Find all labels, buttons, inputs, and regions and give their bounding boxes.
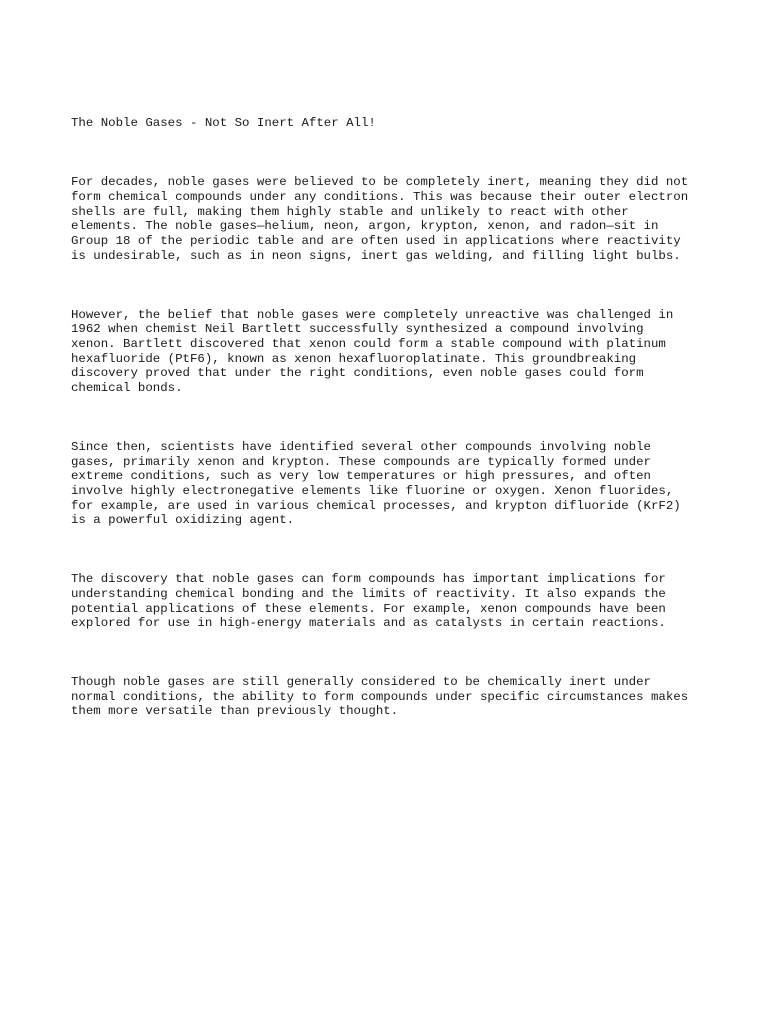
paragraph-3: Since then, scientists have identified several other compounds involving noble gases, primarily xenon and krypton. These compounds are typically formed under extreme conditions, such as very low temperatures or high pressures, and often involve highly electronegative elements like fluorine or oxygen. Xenon fluorides, for example, are used in various chemical processes, and krypton difluoride (KrF2) is a powerful oxidizing agent.	[71, 439, 681, 528]
paragraph-1: For decades, noble gases were believed to be completely inert, meaning they did not form chemical compounds under any conditions. This was because their outer electron shells are full, making them highly stable and unlikely to react with other elements. The noble gases—helium, neon, argon, krypton, xenon, and radon—sit in Group 18 of the periodic table and are often used in applications where reactivity is undesirable, such as in neon signs, inert gas welding, and filling light bulbs.	[71, 175, 689, 263]
paragraph-5: Though noble gases are still generally considered to be chemically inert under normal conditions, the ability to form compounds under specific circumstances makes them more versatile than previously thought.	[71, 675, 689, 719]
document-page	[71, 87, 731, 749]
paragraph-2: However, the belief that noble gases were completely unreactive was challenged in 1962 when chemist Neil Bartlett successfully synthesized a compound involving xenon. Bartlett discovered that xenon could form a stable compound with platinum hexafluoride (PtF6), known as xenon hexafluoroplatinate. This groundbreaking discovery proved that under the right conditions, even noble gases could form chemical bonds.	[71, 307, 674, 396]
paragraph-4: The discovery that noble gases can form compounds has important implications for understanding chemical bonding and the limits of reactivity. It also expands the potential applications of these elements. For example, xenon compounds have been explored for use in high-energy materials and as catalysts in certain reactions.	[71, 572, 666, 631]
document-title: The Noble Gases - Not So Inert After All!	[71, 116, 376, 131]
